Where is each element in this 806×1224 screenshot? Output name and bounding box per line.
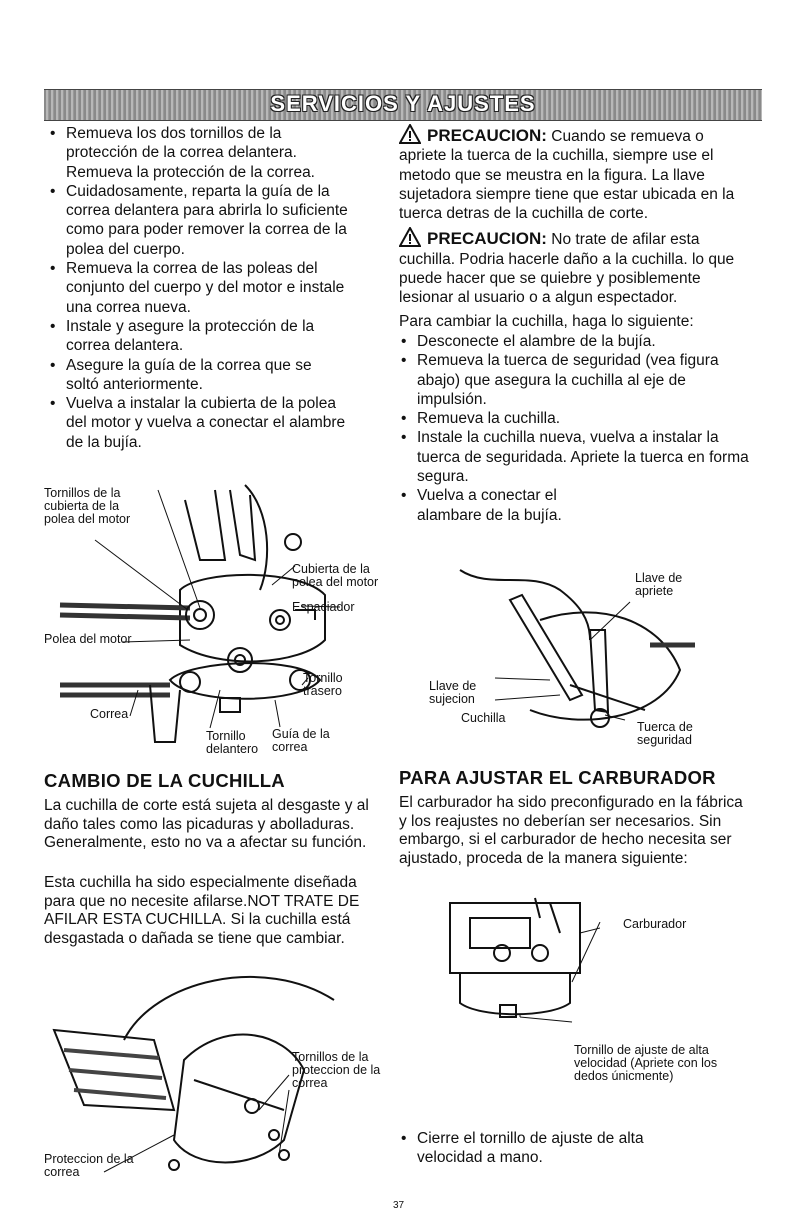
figure-label: Llave de apriete — [635, 571, 683, 598]
paragraph: Para cambiar la cuchilla, haga lo siguiente: — [399, 312, 694, 330]
callout-lines — [500, 922, 620, 1032]
section-title: SERVICIOS Y AJUSTES — [270, 91, 536, 116]
figure-label: Tuerca de seguridad — [637, 720, 693, 747]
figure-label: Espaciador — [292, 600, 355, 614]
caution-block — [399, 227, 749, 307]
figure-label: Tornillo trasero — [303, 671, 343, 698]
figure-label: Tornillos de la cubierta de la polea del motor — [44, 486, 131, 526]
page-number: 37 — [393, 1200, 405, 1211]
figure-label: Cuchilla — [461, 711, 506, 725]
paragraph: Esta cuchilla ha sido especialmente diseñada para que no necesite afilarse.NOT TRATE DE AFILAR ESTA CUCHILLA. Si la cuchilla está desgastada o dañada se tiene que cambiar. — [44, 874, 360, 947]
caution-label: PRECAUCION: — [427, 229, 547, 249]
figure-label: Guía de la correa — [272, 727, 330, 754]
list-item: • Vuelva a conectar el alambare de la bujía. — [399, 486, 577, 525]
list-item: • Remueva la correa de las poleas del conjunto del cuerpo y del motor e instale una correa nueva. — [48, 259, 348, 317]
caution-label: PRECAUCION: — [427, 126, 547, 145]
list-item: • Remueva la cuchilla. — [399, 409, 749, 428]
warning-icon — [399, 227, 421, 247]
figure-label: Proteccion de la correa — [44, 1152, 134, 1179]
caution-block — [399, 124, 749, 223]
section-banner — [44, 89, 762, 121]
warning-icon — [399, 124, 421, 144]
figure-label: Tornillo de ajuste de alta velocidad (Apriete con los dedos únicmente) — [574, 1043, 718, 1083]
section-heading: CAMBIO DE LA CUCHILLA — [44, 770, 285, 791]
list-item: • Cuidadosamente, reparta la guía de la correa delantera para abrirla lo suficiente como para poder remover la correa de la polea del cuerpo. — [48, 182, 348, 259]
right-instructions — [399, 124, 749, 525]
left-instructions — [48, 124, 348, 452]
paragraph: El carburador ha sido preconfigurado en la fábrica y los reajustes no deberían ser necesarios. Sin embargo, si el carburador de hecho necesita ser ajustado, proceda de la manera siguiente: — [399, 794, 743, 867]
caution-text: No trate de afilar esta cuchilla. Podria hacerle daño a la cuchilla. lo que puede hacer que se quiebre y posiblemente lesionar al usuario o a algun espectador. — [399, 231, 735, 307]
list-item: • Desconecte el alambre de la bujía. — [399, 332, 749, 351]
list-item: • Vuelva a instalar la cubierta de la polea del motor y vuelva a conectar el alambre de la bujía. — [48, 394, 348, 452]
figure-label: Cubierta de la polea del motor — [292, 562, 379, 589]
caution-text: Cuando se remueva o apriete la tuerca de la cuchilla, siempre use el metodo que se meustra en la figura. La llave sujetadora siempre tiene que estar ubicada en la tuerca detras de la cuchilla de corte. — [399, 128, 735, 223]
figure-label: Polea del motor — [44, 632, 132, 646]
carburetor-instructions — [399, 1129, 699, 1168]
list-item: • Cierre el tornillo de ajuste de alta velocidad a mano. — [399, 1129, 699, 1168]
list-item: • Asegure la guía de la correa que se soltó anteriormente. — [48, 356, 348, 395]
paragraph: La cuchilla de corte está sujeta al desgaste y al daño tales como las picaduras y abolladuras. Generalmente, esto no va a afectar su función. — [44, 797, 369, 851]
list-item: • Instale la cuchilla nueva, vuelva a instalar la tuerca de seguridada. Apriete la tuerca en forma segura. — [399, 428, 749, 486]
figure-label: Correa — [90, 707, 129, 721]
list-item: • Instale y asegure la protección de la correa delantera. — [48, 317, 348, 356]
figure-label: Tornillos de la proteccion de la correa — [292, 1050, 381, 1090]
section-heading: PARA AJUSTAR EL CARBURADOR — [399, 767, 716, 788]
figure-label: Carburador — [623, 917, 687, 931]
figure-label: Llave de sujecion — [429, 679, 477, 706]
list-item: • Remueva la tuerca de seguridad (vea figura abajo) que asegura la cuchilla al eje de impulsión. — [399, 351, 749, 409]
figure-label: Tornillo delantero — [206, 729, 259, 756]
list-item: • Remueva los dos tornillos de la protección de la correa delantera. Remueva la protección de la correa. — [48, 124, 348, 182]
